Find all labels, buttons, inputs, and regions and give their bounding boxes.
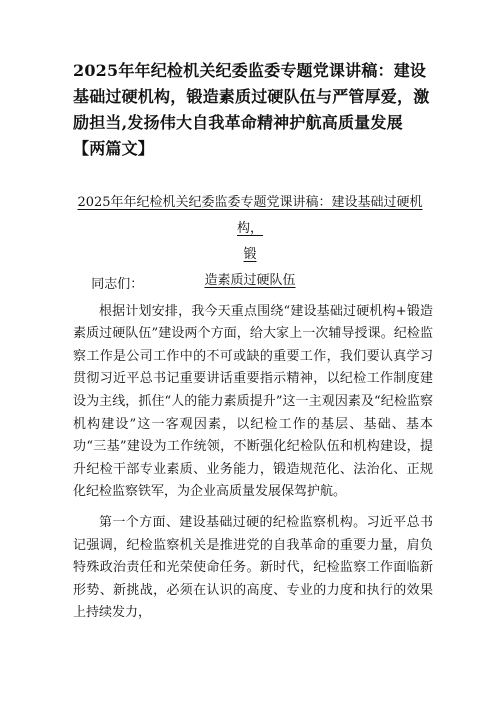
document-title: 2025年年纪检机关纪委监委专题党课讲稿：建设基础过硬机构，锻造素质过硬队伍与严管厚爱，激励担当,发扬伟大自我革命精神护航高质量发展【两篇文】 (73, 61, 430, 158)
document-body (73, 274, 433, 625)
lecture-title-line-1: 2025年年纪检机关纪委监委专题党课讲稿：建设基础过硬机构， (77, 195, 423, 236)
lecture-title-line-2: 锻 (243, 247, 257, 262)
body-paragraph-1: 根据计划安排，我今天重点围绕“建设基础过硬机构+锻造素质过硬队伍”建设两个方面，给大家上一次辅导授课。纪检监察工作是公司工作中的不可或缺的重要工作，我们要认真学习贯彻习近平总书记重要讲话重要指示精神，以纪检工作制度建设为主线，抓住“人的能力素质提升”这一主观因素及“纪检监察机构建设”这一客观因素，以纪检工作的基层、基础、基本功“三基”建设为工作统领，不断强化纪检队伍和机构建设，提升纪检干部专业素质、业务能力，锻造规范化、法治化、正规化纪检监察铁军，为企业高质量发展保驾护航。 (73, 303, 433, 500)
salutation: 同志们： (91, 277, 144, 292)
lecture-title-line-3: 造素质过硬队伍 (204, 273, 296, 288)
body-paragraph-2: 第一个方面、建设基础过硬的纪检监察机构。习近平总书记强调，纪检监察机关是推进党的自我革命的重要力量，肩负特殊政治责任和光荣使命任务。新时代，纪检监察工作面临新形势、新挑战，必须在认识的高度、专业的力度和执行的效果上持续发力， (73, 514, 433, 621)
